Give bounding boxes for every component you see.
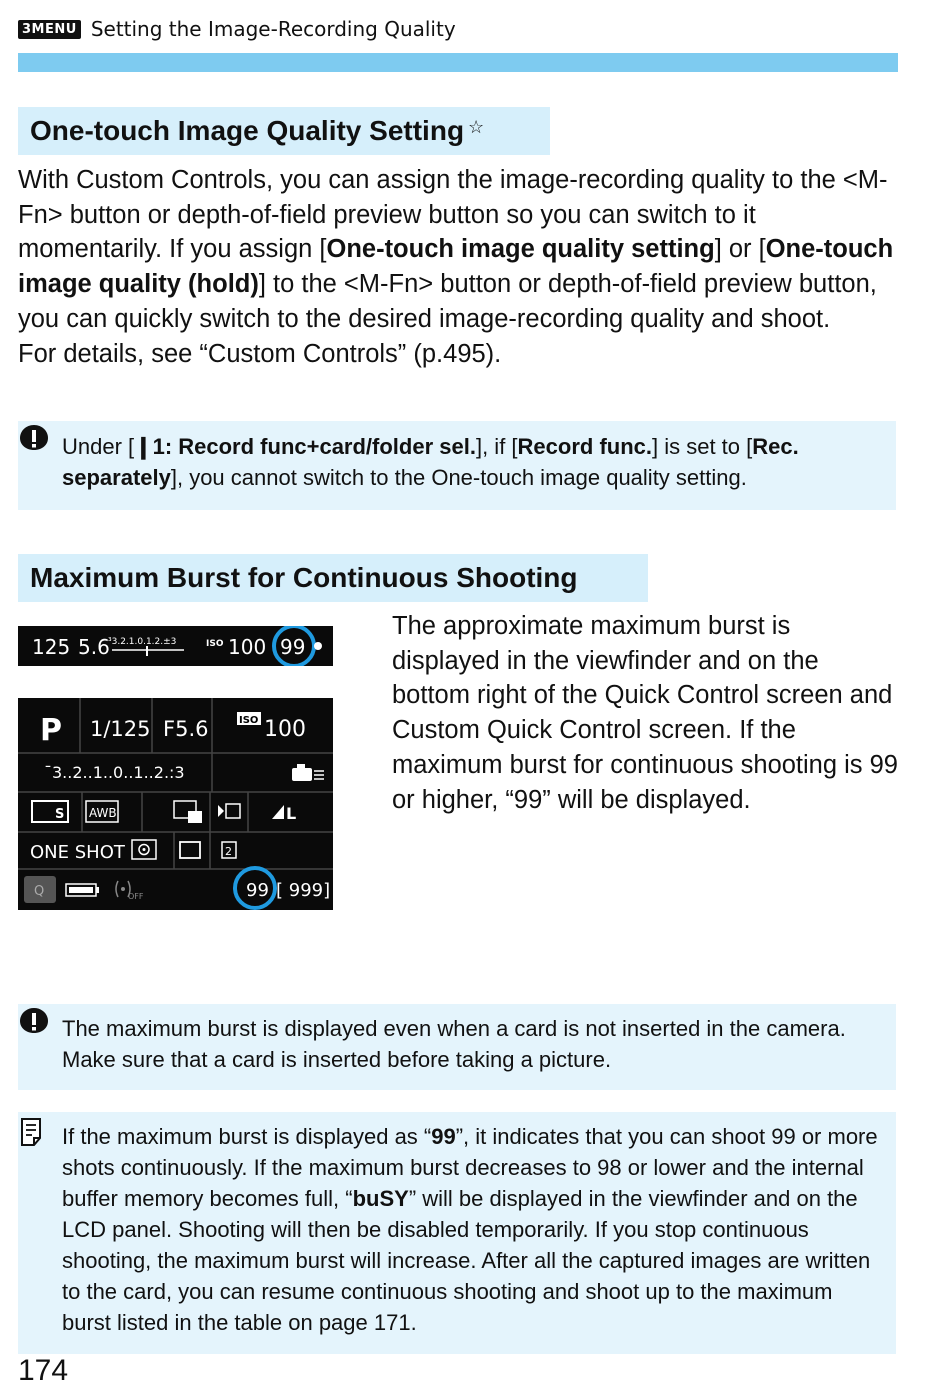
page-header	[18, 16, 456, 42]
note1-menu: ❙1: Record func+card/folder sel.	[134, 434, 476, 459]
lcd-shutter: 1/125	[90, 717, 151, 741]
star-icon: ☆	[468, 116, 485, 137]
caution-icon	[18, 1006, 50, 1038]
section1-paragraph	[18, 163, 898, 371]
memo-icon	[18, 1116, 50, 1148]
vf-burst: 99	[280, 635, 306, 659]
p1-text-a: With Custom Controls, you can assign the image-recording quality to the <M-Fn> button or depth-of-field preview button so you can switch to it momentarily. If you assign [	[18, 166, 888, 264]
info-note	[18, 1112, 896, 1354]
section-title-one-touch	[18, 107, 550, 155]
note1-a: Under [	[62, 434, 135, 459]
auto-lighting-optimizer-icon	[174, 801, 202, 823]
metering-icon	[132, 840, 156, 859]
lcd-wb: AWB	[89, 806, 117, 820]
caution-note-2	[18, 1004, 896, 1090]
p1-bold-setting: One-touch image quality setting	[326, 235, 715, 264]
section-title-text: One-touch Image Quality Setting	[30, 115, 465, 146]
vf-exposure-scale: ³3.2.1.0.1.2.±3	[108, 637, 177, 647]
lcd-q-label: Q	[34, 884, 45, 899]
battery-icon	[66, 884, 99, 896]
info-note-text	[62, 1121, 886, 1338]
lcd-iso: 100	[264, 717, 306, 742]
section-title-max-burst	[18, 554, 648, 602]
page-number: 174	[18, 1354, 69, 1385]
note3-99: 99	[431, 1124, 456, 1149]
lcd-af-mode: ONE SHOT	[30, 842, 125, 863]
note3-e: ” will be displayed in the viewfinder and on the LCD panel. Shooting will then be disabled temporarily. If you stop continuous shooting, the maximum burst will increase. After all the captured images are written to the card, you can resume continuous shooting and shoot up to the maximum burst listed in the table on page 171.	[62, 1186, 871, 1335]
p1-text-c: ] or [	[714, 235, 766, 264]
note1-c: ], if [	[475, 434, 518, 459]
note3-busy: buSY	[352, 1186, 409, 1211]
lcd-mode: P	[40, 713, 62, 748]
highlight-tone-priority-icon	[218, 804, 240, 818]
lcd-exposure-scale: ¯3..2..1..0..1..2.:3	[44, 763, 185, 782]
drive-mode-icon	[180, 842, 200, 858]
header-title: Setting the Image-Recording Quality	[90, 17, 456, 41]
vf-shutter: 125	[32, 635, 71, 659]
section-title-text: Maximum Burst for Continuous Shooting	[30, 562, 578, 593]
note1-record-func: Record func.	[517, 434, 652, 459]
viewfinder-display	[18, 626, 333, 666]
lcd-burst: 99	[246, 880, 269, 901]
note1-e: ] is set to [	[652, 434, 753, 459]
p1-text-e: ] to the <M-Fn> button or depth-of-field preview button, you can quickly switch to the desired image-recording quality and shoot.	[18, 270, 877, 333]
caution-note-1	[18, 421, 896, 510]
lcd-iso-label: ISO	[239, 715, 259, 726]
lcd-shots-remaining: [ 999]	[276, 880, 331, 901]
vf-iso: 100	[228, 635, 267, 659]
lcd-aperture: F5.6	[163, 717, 209, 741]
caution-icon	[18, 423, 50, 455]
lcd-wifi-label: OFF	[128, 892, 144, 901]
camera-settings-icon	[292, 764, 324, 781]
note1-g: ], you cannot switch to the One-touch image quality setting.	[170, 465, 747, 490]
vf-iso-label: ISO	[206, 639, 224, 649]
note1-rec-separately: Rec. separately	[62, 434, 799, 490]
header-accent-bar	[18, 53, 898, 72]
vf-aperture: 5.6	[78, 635, 110, 659]
lcd-picture-style: S	[55, 807, 65, 822]
p1-bold-hold: One-touch image quality (hold)	[18, 235, 894, 299]
caution-note-2-text: The maximum burst is displayed even when a card is not inserted in the camera. Make sure that a card is inserted before taking a picture.	[62, 1016, 846, 1072]
caution-note-1-text	[62, 431, 886, 493]
vf-focus-dot	[314, 642, 322, 650]
image-quality-icon	[272, 805, 284, 819]
quick-control-screen	[18, 698, 333, 910]
lcd-drive-num: 2	[225, 845, 232, 858]
note3-c: ”, it indicates that you can shoot 99 or more shots continuously. If the maximum burst decreases to 98 or lower and the internal buffer memory becomes full, “	[62, 1124, 878, 1211]
note3-a: If the maximum burst is displayed as “	[62, 1124, 432, 1149]
lcd-quality: L	[286, 804, 297, 823]
max-burst-description: The approximate maximum burst is displayed in the viewfinder and on the bottom right of the Quick Control screen and Custom Quick Control screen. If the maximum burst for continuous shooting is 99 or higher, “99” will be displayed.	[392, 612, 898, 814]
p2-details: For details, see “Custom Controls” (p.495).	[18, 339, 502, 368]
menu-badge: 3MENU	[18, 20, 81, 39]
